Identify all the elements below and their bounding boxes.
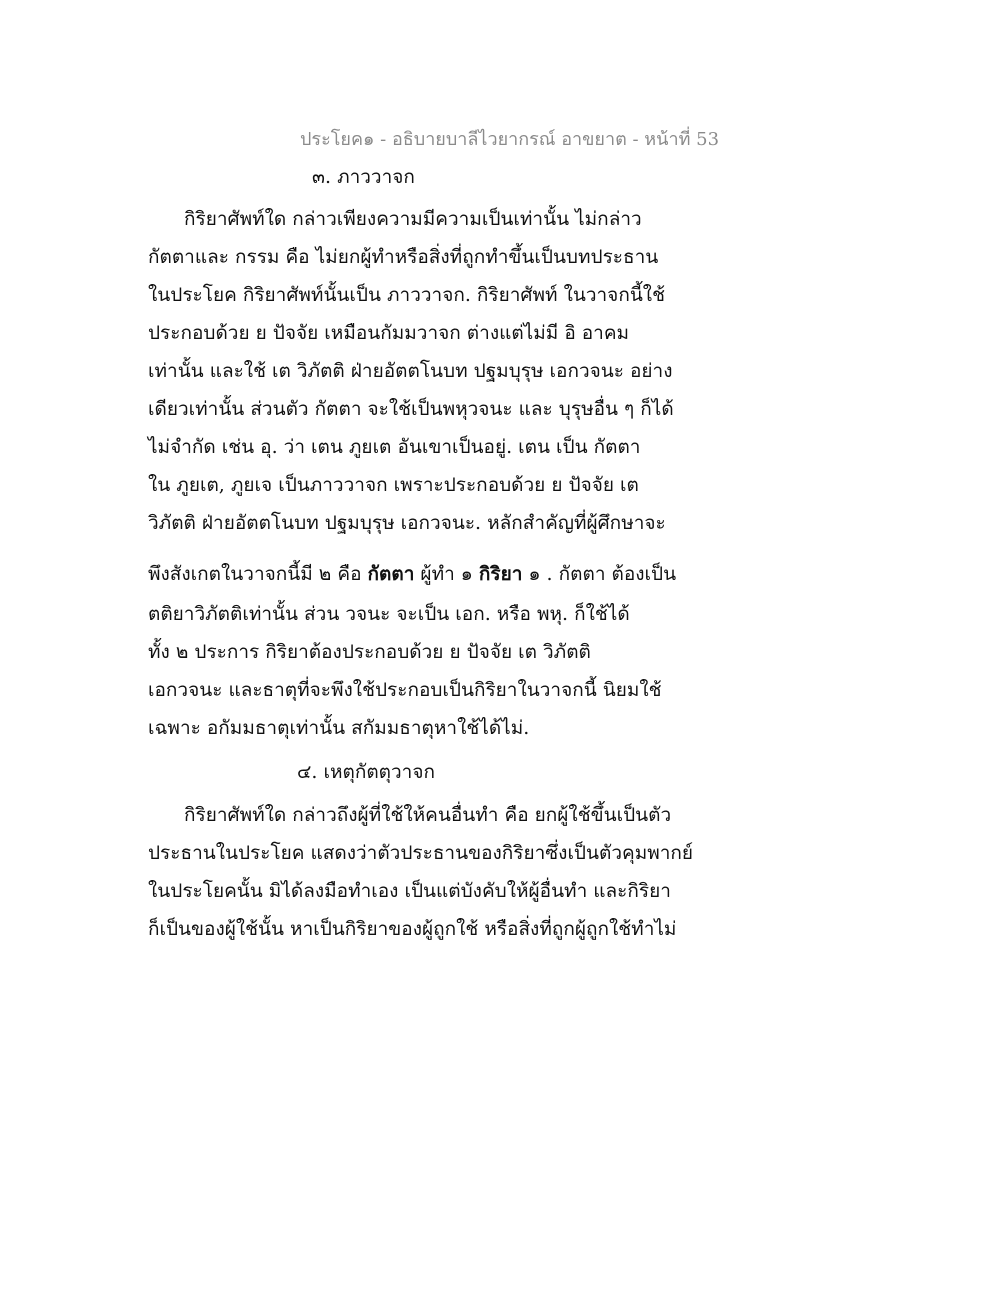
paragraph-line: ใน ภูยเต, ภูยเจ เป็นภาววาจก เพราะประกอบด้วย ย ปัจจัย เต bbox=[148, 474, 639, 496]
paragraph-line: กิริยาศัพท์ใด กล่าวเพียงความมีความเป็นเท่านั้น ไม่กล่าว bbox=[184, 208, 642, 230]
page-header: ประโยค๑ - อธิบายบาลีไวยากรณ์ อาขยาต - หน้าที่ 53 bbox=[300, 129, 720, 150]
paragraph-line: วิภัตติ ฝ่ายอัตตโนบท ปฐมบุรุษ เอกวจนะ. หลักสำคัญที่ผู้ศึกษาจะ bbox=[148, 512, 666, 534]
paragraph-line: กัตตาและ กรรม คือ ไม่ยกผู้ทำหรือสิ่งที่ถูกทำขึ้นเป็นบทประธาน bbox=[148, 246, 659, 268]
section-heading-4: ๔. เหตุกัตตุวาจก bbox=[297, 761, 435, 783]
line-text: ผู้ทำ ๑ bbox=[414, 563, 479, 585]
section-heading-3: ๓. ภาววาจก bbox=[312, 166, 415, 188]
paragraph-line bbox=[148, 559, 676, 589]
paragraph-line: ตติยาวิภัตติเท่านั้น ส่วน วจนะ จะเป็น เอก. หรือ พหุ. ก็ใช้ได้ bbox=[148, 603, 630, 625]
paragraph-line: ทั้ง ๒ ประการ กิริยาต้องประกอบด้วย ย ปัจจัย เต วิภัตติ bbox=[148, 641, 591, 663]
paragraph-line: ประธานในประโยค แสดงว่าตัวประธานของกิริยาซึ่งเป็นตัวคุมพากย์ bbox=[148, 842, 694, 864]
paragraph-line: เดียวเท่านั้น ส่วนตัว กัตตา จะใช้เป็นพหุวจนะ และ บุรุษอื่น ๆ ก็ได้ bbox=[148, 398, 674, 420]
bold-term-kiriya: กิริยา bbox=[478, 563, 523, 585]
paragraph-line: เท่านั้น และใช้ เต วิภัตติ ฝ่ายอัตตโนบท ปฐมบุรุษ เอกวจนะ อย่าง bbox=[148, 360, 673, 382]
paragraph-line: ในประโยค กิริยาศัพท์นั้นเป็น ภาววาจก. กิริยาศัพท์ ในวาจกนี้ใช้ bbox=[148, 284, 665, 306]
paragraph-line: กิริยาศัพท์ใด กล่าวถึงผู้ที่ใช้ให้คนอื่นทำ คือ ยกผู้ใช้ขึ้นเป็นตัว bbox=[184, 804, 672, 826]
paragraph-line: เฉพาะ อกัมมธาตุเท่านั้น สกัมมธาตุหาใช้ได้ไม่. bbox=[148, 717, 530, 739]
paragraph-line: ประกอบด้วย ย ปัจจัย เหมือนกัมมวาจก ต่างแต่ไม่มี อิ อาคม bbox=[148, 322, 630, 344]
paragraph-line: ในประโยคนั้น มิได้ลงมือทำเอง เป็นแต่บังคับให้ผู้อื่นทำ และกิริยา bbox=[148, 880, 671, 902]
paragraph-line: ไม่จำกัด เช่น อุ. ว่า เตน ภูยเต อันเขาเป็นอยู่. เตน เป็น กัตตา bbox=[148, 436, 641, 458]
paragraph-line: ก็เป็นของผู้ใช้นั้น หาเป็นกิริยาของผู้ถูกใช้ หรือสิ่งที่ถูกผู้ถูกใช้ทำไม่ bbox=[148, 918, 677, 940]
line-text: พึงสังเกตในวาจกนี้มี ๒ คือ bbox=[148, 563, 368, 585]
bold-term-kattar: กัตตา bbox=[367, 563, 415, 585]
paragraph-line: เอกวจนะ และธาตุที่จะพึงใช้ประกอบเป็นกิริยาในวาจกนี้ นิยมใช้ bbox=[148, 679, 662, 701]
line-text: ๑ . กัตตา ต้องเป็น bbox=[522, 563, 677, 585]
